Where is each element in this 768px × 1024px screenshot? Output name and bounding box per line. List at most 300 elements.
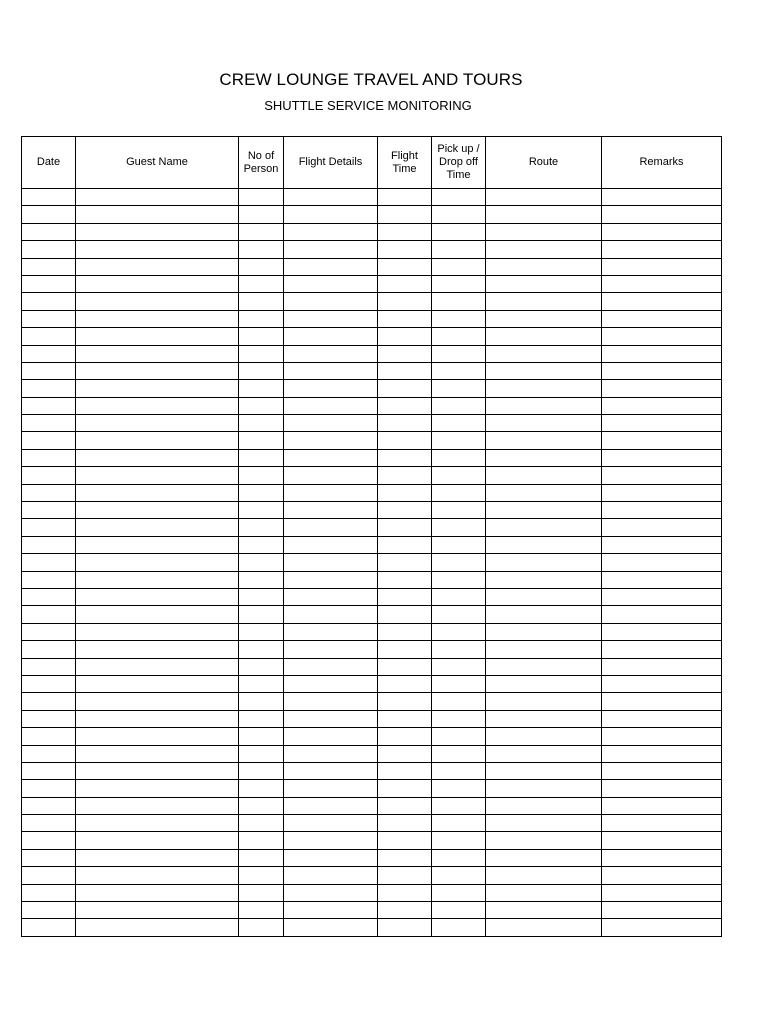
cell-flight-time[interactable] <box>378 762 432 779</box>
cell-date[interactable] <box>22 258 76 275</box>
cell-remarks[interactable] <box>602 328 722 345</box>
cell-guest-name[interactable] <box>76 397 239 414</box>
cell-guest-name[interactable] <box>76 588 239 605</box>
cell-flight-details[interactable] <box>284 710 378 727</box>
cell-no-of-person[interactable] <box>239 623 284 640</box>
cell-date[interactable] <box>22 432 76 449</box>
cell-pickup-dropoff-time[interactable] <box>432 606 486 623</box>
cell-flight-time[interactable] <box>378 328 432 345</box>
cell-route[interactable] <box>486 571 602 588</box>
cell-remarks[interactable] <box>602 815 722 832</box>
cell-pickup-dropoff-time[interactable] <box>432 206 486 223</box>
cell-date[interactable] <box>22 693 76 710</box>
cell-remarks[interactable] <box>602 223 722 240</box>
cell-no-of-person[interactable] <box>239 536 284 553</box>
cell-date[interactable] <box>22 536 76 553</box>
cell-flight-time[interactable] <box>378 571 432 588</box>
cell-flight-time[interactable] <box>378 310 432 327</box>
cell-no-of-person[interactable] <box>239 919 284 936</box>
cell-flight-details[interactable] <box>284 415 378 432</box>
cell-flight-time[interactable] <box>378 345 432 362</box>
cell-remarks[interactable] <box>602 519 722 536</box>
cell-date[interactable] <box>22 641 76 658</box>
cell-remarks[interactable] <box>602 397 722 414</box>
cell-flight-time[interactable] <box>378 536 432 553</box>
cell-flight-time[interactable] <box>378 902 432 919</box>
cell-flight-time[interactable] <box>378 780 432 797</box>
cell-remarks[interactable] <box>602 745 722 762</box>
cell-flight-details[interactable] <box>284 623 378 640</box>
cell-pickup-dropoff-time[interactable] <box>432 641 486 658</box>
cell-pickup-dropoff-time[interactable] <box>432 223 486 240</box>
cell-no-of-person[interactable] <box>239 432 284 449</box>
cell-pickup-dropoff-time[interactable] <box>432 432 486 449</box>
cell-pickup-dropoff-time[interactable] <box>432 189 486 206</box>
cell-route[interactable] <box>486 345 602 362</box>
cell-flight-details[interactable] <box>284 902 378 919</box>
cell-date[interactable] <box>22 623 76 640</box>
cell-no-of-person[interactable] <box>239 328 284 345</box>
cell-guest-name[interactable] <box>76 380 239 397</box>
cell-date[interactable] <box>22 849 76 866</box>
cell-remarks[interactable] <box>602 658 722 675</box>
cell-no-of-person[interactable] <box>239 223 284 240</box>
cell-pickup-dropoff-time[interactable] <box>432 902 486 919</box>
cell-pickup-dropoff-time[interactable] <box>432 519 486 536</box>
cell-route[interactable] <box>486 762 602 779</box>
cell-remarks[interactable] <box>602 728 722 745</box>
cell-route[interactable] <box>486 797 602 814</box>
cell-date[interactable] <box>22 710 76 727</box>
cell-no-of-person[interactable] <box>239 380 284 397</box>
cell-flight-time[interactable] <box>378 884 432 901</box>
cell-route[interactable] <box>486 362 602 379</box>
cell-date[interactable] <box>22 397 76 414</box>
cell-remarks[interactable] <box>602 762 722 779</box>
cell-pickup-dropoff-time[interactable] <box>432 258 486 275</box>
cell-remarks[interactable] <box>602 675 722 692</box>
cell-remarks[interactable] <box>602 867 722 884</box>
cell-flight-time[interactable] <box>378 658 432 675</box>
cell-flight-details[interactable] <box>284 815 378 832</box>
cell-flight-details[interactable] <box>284 432 378 449</box>
cell-pickup-dropoff-time[interactable] <box>432 241 486 258</box>
cell-date[interactable] <box>22 797 76 814</box>
cell-no-of-person[interactable] <box>239 484 284 501</box>
cell-flight-time[interactable] <box>378 415 432 432</box>
cell-no-of-person[interactable] <box>239 675 284 692</box>
cell-no-of-person[interactable] <box>239 762 284 779</box>
cell-date[interactable] <box>22 189 76 206</box>
cell-guest-name[interactable] <box>76 206 239 223</box>
cell-date[interactable] <box>22 362 76 379</box>
cell-flight-time[interactable] <box>378 554 432 571</box>
cell-flight-details[interactable] <box>284 189 378 206</box>
cell-flight-time[interactable] <box>378 728 432 745</box>
cell-flight-details[interactable] <box>284 519 378 536</box>
cell-guest-name[interactable] <box>76 797 239 814</box>
cell-flight-time[interactable] <box>378 919 432 936</box>
cell-flight-details[interactable] <box>284 293 378 310</box>
cell-remarks[interactable] <box>602 780 722 797</box>
cell-date[interactable] <box>22 206 76 223</box>
cell-no-of-person[interactable] <box>239 362 284 379</box>
cell-no-of-person[interactable] <box>239 571 284 588</box>
cell-date[interactable] <box>22 867 76 884</box>
cell-route[interactable] <box>486 275 602 292</box>
cell-guest-name[interactable] <box>76 415 239 432</box>
cell-route[interactable] <box>486 641 602 658</box>
cell-remarks[interactable] <box>602 919 722 936</box>
cell-no-of-person[interactable] <box>239 397 284 414</box>
cell-flight-time[interactable] <box>378 223 432 240</box>
cell-no-of-person[interactable] <box>239 606 284 623</box>
cell-flight-details[interactable] <box>284 328 378 345</box>
cell-guest-name[interactable] <box>76 780 239 797</box>
cell-guest-name[interactable] <box>76 832 239 849</box>
cell-remarks[interactable] <box>602 588 722 605</box>
cell-route[interactable] <box>486 588 602 605</box>
cell-pickup-dropoff-time[interactable] <box>432 710 486 727</box>
cell-guest-name[interactable] <box>76 362 239 379</box>
cell-no-of-person[interactable] <box>239 345 284 362</box>
cell-flight-time[interactable] <box>378 519 432 536</box>
cell-flight-time[interactable] <box>378 588 432 605</box>
cell-pickup-dropoff-time[interactable] <box>432 484 486 501</box>
cell-pickup-dropoff-time[interactable] <box>432 310 486 327</box>
cell-pickup-dropoff-time[interactable] <box>432 623 486 640</box>
cell-remarks[interactable] <box>602 884 722 901</box>
cell-pickup-dropoff-time[interactable] <box>432 849 486 866</box>
cell-pickup-dropoff-time[interactable] <box>432 675 486 692</box>
cell-guest-name[interactable] <box>76 310 239 327</box>
cell-route[interactable] <box>486 241 602 258</box>
cell-route[interactable] <box>486 206 602 223</box>
cell-no-of-person[interactable] <box>239 293 284 310</box>
cell-route[interactable] <box>486 728 602 745</box>
cell-route[interactable] <box>486 606 602 623</box>
cell-remarks[interactable] <box>602 310 722 327</box>
cell-remarks[interactable] <box>602 902 722 919</box>
cell-guest-name[interactable] <box>76 606 239 623</box>
cell-remarks[interactable] <box>602 693 722 710</box>
cell-route[interactable] <box>486 849 602 866</box>
cell-guest-name[interactable] <box>76 745 239 762</box>
cell-guest-name[interactable] <box>76 275 239 292</box>
cell-no-of-person[interactable] <box>239 502 284 519</box>
cell-flight-details[interactable] <box>284 867 378 884</box>
cell-remarks[interactable] <box>602 258 722 275</box>
cell-flight-details[interactable] <box>284 919 378 936</box>
cell-no-of-person[interactable] <box>239 519 284 536</box>
cell-remarks[interactable] <box>602 449 722 466</box>
cell-flight-time[interactable] <box>378 449 432 466</box>
cell-flight-details[interactable] <box>284 206 378 223</box>
cell-flight-details[interactable] <box>284 571 378 588</box>
cell-date[interactable] <box>22 606 76 623</box>
cell-no-of-person[interactable] <box>239 275 284 292</box>
cell-date[interactable] <box>22 380 76 397</box>
cell-remarks[interactable] <box>602 849 722 866</box>
cell-no-of-person[interactable] <box>239 415 284 432</box>
cell-guest-name[interactable] <box>76 189 239 206</box>
cell-flight-time[interactable] <box>378 275 432 292</box>
cell-route[interactable] <box>486 293 602 310</box>
cell-guest-name[interactable] <box>76 815 239 832</box>
cell-remarks[interactable] <box>602 432 722 449</box>
cell-no-of-person[interactable] <box>239 815 284 832</box>
cell-pickup-dropoff-time[interactable] <box>432 832 486 849</box>
cell-guest-name[interactable] <box>76 762 239 779</box>
cell-flight-time[interactable] <box>378 293 432 310</box>
cell-route[interactable] <box>486 675 602 692</box>
cell-flight-time[interactable] <box>378 849 432 866</box>
cell-pickup-dropoff-time[interactable] <box>432 780 486 797</box>
cell-remarks[interactable] <box>602 380 722 397</box>
cell-date[interactable] <box>22 328 76 345</box>
cell-remarks[interactable] <box>602 362 722 379</box>
cell-flight-time[interactable] <box>378 606 432 623</box>
cell-flight-details[interactable] <box>284 675 378 692</box>
cell-pickup-dropoff-time[interactable] <box>432 693 486 710</box>
cell-flight-time[interactable] <box>378 467 432 484</box>
cell-route[interactable] <box>486 449 602 466</box>
cell-route[interactable] <box>486 258 602 275</box>
cell-date[interactable] <box>22 745 76 762</box>
cell-route[interactable] <box>486 415 602 432</box>
cell-route[interactable] <box>486 919 602 936</box>
cell-route[interactable] <box>486 693 602 710</box>
cell-route[interactable] <box>486 536 602 553</box>
cell-remarks[interactable] <box>602 554 722 571</box>
cell-route[interactable] <box>486 467 602 484</box>
cell-flight-time[interactable] <box>378 432 432 449</box>
cell-route[interactable] <box>486 519 602 536</box>
cell-flight-details[interactable] <box>284 484 378 501</box>
cell-remarks[interactable] <box>602 797 722 814</box>
cell-flight-details[interactable] <box>284 258 378 275</box>
cell-guest-name[interactable] <box>76 675 239 692</box>
cell-guest-name[interactable] <box>76 554 239 571</box>
cell-pickup-dropoff-time[interactable] <box>432 449 486 466</box>
cell-pickup-dropoff-time[interactable] <box>432 536 486 553</box>
cell-remarks[interactable] <box>602 467 722 484</box>
cell-guest-name[interactable] <box>76 467 239 484</box>
cell-no-of-person[interactable] <box>239 728 284 745</box>
cell-route[interactable] <box>486 502 602 519</box>
cell-flight-time[interactable] <box>378 484 432 501</box>
cell-route[interactable] <box>486 745 602 762</box>
cell-flight-details[interactable] <box>284 467 378 484</box>
cell-date[interactable] <box>22 345 76 362</box>
cell-pickup-dropoff-time[interactable] <box>432 728 486 745</box>
cell-pickup-dropoff-time[interactable] <box>432 815 486 832</box>
cell-pickup-dropoff-time[interactable] <box>432 554 486 571</box>
cell-flight-details[interactable] <box>284 849 378 866</box>
cell-guest-name[interactable] <box>76 710 239 727</box>
cell-guest-name[interactable] <box>76 571 239 588</box>
cell-no-of-person[interactable] <box>239 641 284 658</box>
cell-flight-details[interactable] <box>284 606 378 623</box>
cell-flight-time[interactable] <box>378 623 432 640</box>
cell-guest-name[interactable] <box>76 432 239 449</box>
cell-flight-time[interactable] <box>378 710 432 727</box>
cell-flight-details[interactable] <box>284 797 378 814</box>
cell-flight-details[interactable] <box>284 397 378 414</box>
cell-flight-details[interactable] <box>284 780 378 797</box>
cell-guest-name[interactable] <box>76 484 239 501</box>
cell-date[interactable] <box>22 815 76 832</box>
cell-flight-details[interactable] <box>284 345 378 362</box>
cell-no-of-person[interactable] <box>239 849 284 866</box>
cell-route[interactable] <box>486 710 602 727</box>
cell-guest-name[interactable] <box>76 502 239 519</box>
cell-flight-details[interactable] <box>284 641 378 658</box>
cell-no-of-person[interactable] <box>239 710 284 727</box>
cell-flight-details[interactable] <box>284 728 378 745</box>
cell-pickup-dropoff-time[interactable] <box>432 380 486 397</box>
cell-remarks[interactable] <box>602 710 722 727</box>
cell-date[interactable] <box>22 780 76 797</box>
cell-no-of-person[interactable] <box>239 588 284 605</box>
cell-date[interactable] <box>22 241 76 258</box>
cell-flight-time[interactable] <box>378 258 432 275</box>
cell-no-of-person[interactable] <box>239 189 284 206</box>
cell-flight-time[interactable] <box>378 815 432 832</box>
cell-guest-name[interactable] <box>76 345 239 362</box>
cell-route[interactable] <box>486 310 602 327</box>
cell-flight-time[interactable] <box>378 362 432 379</box>
cell-route[interactable] <box>486 223 602 240</box>
cell-flight-time[interactable] <box>378 745 432 762</box>
cell-no-of-person[interactable] <box>239 832 284 849</box>
cell-date[interactable] <box>22 415 76 432</box>
cell-guest-name[interactable] <box>76 902 239 919</box>
cell-pickup-dropoff-time[interactable] <box>432 762 486 779</box>
cell-flight-details[interactable] <box>284 658 378 675</box>
cell-date[interactable] <box>22 571 76 588</box>
cell-guest-name[interactable] <box>76 919 239 936</box>
cell-guest-name[interactable] <box>76 693 239 710</box>
cell-flight-details[interactable] <box>284 223 378 240</box>
cell-remarks[interactable] <box>602 484 722 501</box>
cell-route[interactable] <box>486 554 602 571</box>
cell-guest-name[interactable] <box>76 258 239 275</box>
cell-flight-time[interactable] <box>378 641 432 658</box>
cell-pickup-dropoff-time[interactable] <box>432 397 486 414</box>
cell-route[interactable] <box>486 658 602 675</box>
cell-date[interactable] <box>22 884 76 901</box>
cell-flight-details[interactable] <box>284 502 378 519</box>
cell-date[interactable] <box>22 502 76 519</box>
cell-route[interactable] <box>486 815 602 832</box>
cell-route[interactable] <box>486 328 602 345</box>
cell-route[interactable] <box>486 484 602 501</box>
cell-no-of-person[interactable] <box>239 867 284 884</box>
cell-remarks[interactable] <box>602 502 722 519</box>
cell-guest-name[interactable] <box>76 867 239 884</box>
cell-date[interactable] <box>22 293 76 310</box>
cell-flight-details[interactable] <box>284 362 378 379</box>
cell-date[interactable] <box>22 449 76 466</box>
cell-pickup-dropoff-time[interactable] <box>432 467 486 484</box>
cell-date[interactable] <box>22 467 76 484</box>
cell-no-of-person[interactable] <box>239 258 284 275</box>
cell-no-of-person[interactable] <box>239 884 284 901</box>
cell-route[interactable] <box>486 432 602 449</box>
cell-flight-details[interactable] <box>284 241 378 258</box>
cell-pickup-dropoff-time[interactable] <box>432 293 486 310</box>
cell-date[interactable] <box>22 310 76 327</box>
cell-flight-time[interactable] <box>378 675 432 692</box>
cell-pickup-dropoff-time[interactable] <box>432 588 486 605</box>
cell-date[interactable] <box>22 762 76 779</box>
cell-route[interactable] <box>486 623 602 640</box>
cell-route[interactable] <box>486 397 602 414</box>
cell-flight-time[interactable] <box>378 241 432 258</box>
cell-flight-time[interactable] <box>378 832 432 849</box>
cell-remarks[interactable] <box>602 536 722 553</box>
cell-route[interactable] <box>486 189 602 206</box>
cell-pickup-dropoff-time[interactable] <box>432 797 486 814</box>
cell-flight-details[interactable] <box>284 536 378 553</box>
cell-guest-name[interactable] <box>76 884 239 901</box>
cell-date[interactable] <box>22 588 76 605</box>
cell-flight-details[interactable] <box>284 693 378 710</box>
cell-no-of-person[interactable] <box>239 780 284 797</box>
cell-no-of-person[interactable] <box>239 902 284 919</box>
cell-date[interactable] <box>22 902 76 919</box>
cell-pickup-dropoff-time[interactable] <box>432 345 486 362</box>
cell-remarks[interactable] <box>602 606 722 623</box>
cell-date[interactable] <box>22 832 76 849</box>
cell-flight-time[interactable] <box>378 189 432 206</box>
cell-pickup-dropoff-time[interactable] <box>432 919 486 936</box>
cell-flight-details[interactable] <box>284 745 378 762</box>
cell-flight-time[interactable] <box>378 206 432 223</box>
cell-guest-name[interactable] <box>76 328 239 345</box>
cell-flight-time[interactable] <box>378 693 432 710</box>
cell-guest-name[interactable] <box>76 623 239 640</box>
cell-pickup-dropoff-time[interactable] <box>432 328 486 345</box>
cell-no-of-person[interactable] <box>239 310 284 327</box>
cell-remarks[interactable] <box>602 293 722 310</box>
cell-remarks[interactable] <box>602 206 722 223</box>
cell-no-of-person[interactable] <box>239 467 284 484</box>
cell-guest-name[interactable] <box>76 641 239 658</box>
cell-remarks[interactable] <box>602 189 722 206</box>
cell-remarks[interactable] <box>602 345 722 362</box>
cell-date[interactable] <box>22 728 76 745</box>
cell-pickup-dropoff-time[interactable] <box>432 884 486 901</box>
cell-guest-name[interactable] <box>76 536 239 553</box>
cell-guest-name[interactable] <box>76 223 239 240</box>
cell-date[interactable] <box>22 554 76 571</box>
cell-remarks[interactable] <box>602 571 722 588</box>
cell-guest-name[interactable] <box>76 519 239 536</box>
cell-no-of-person[interactable] <box>239 206 284 223</box>
cell-remarks[interactable] <box>602 623 722 640</box>
cell-remarks[interactable] <box>602 275 722 292</box>
cell-no-of-person[interactable] <box>239 449 284 466</box>
cell-flight-details[interactable] <box>284 762 378 779</box>
cell-flight-time[interactable] <box>378 397 432 414</box>
cell-pickup-dropoff-time[interactable] <box>432 658 486 675</box>
cell-no-of-person[interactable] <box>239 658 284 675</box>
cell-no-of-person[interactable] <box>239 693 284 710</box>
cell-flight-details[interactable] <box>284 554 378 571</box>
cell-guest-name[interactable] <box>76 728 239 745</box>
